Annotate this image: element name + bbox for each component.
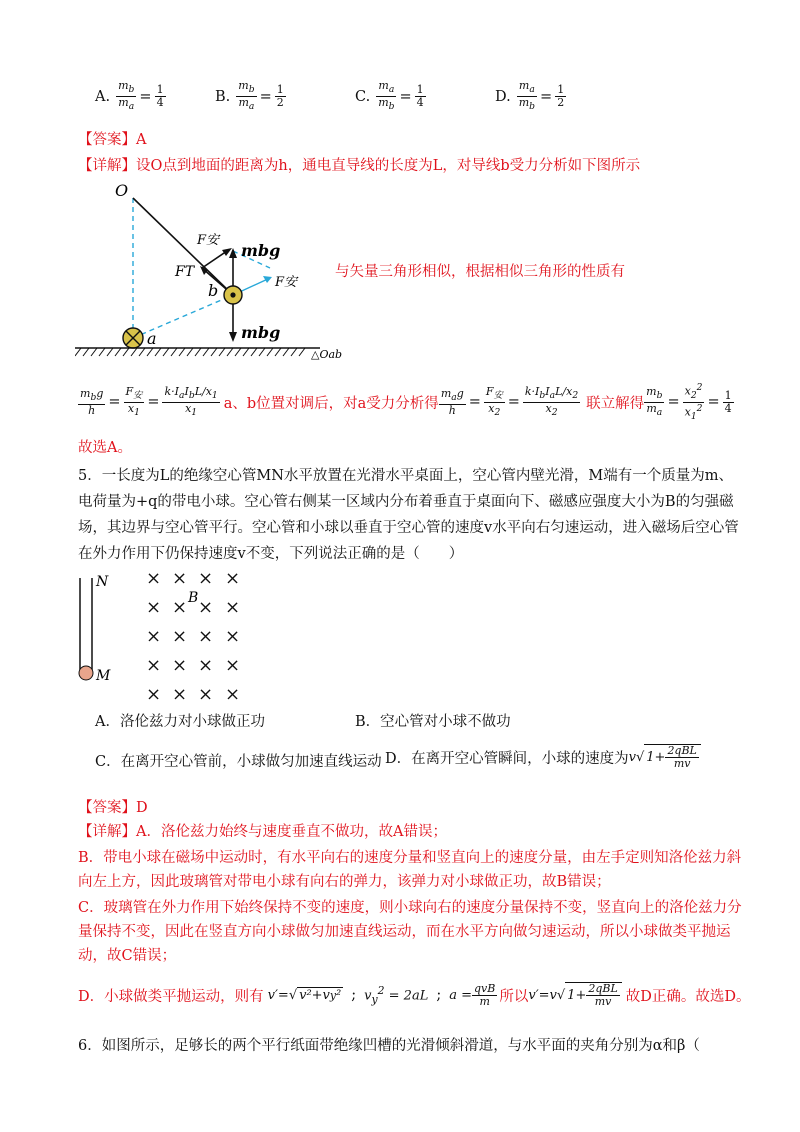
q5-option-b: B．空心管对小球不做功 — [355, 714, 511, 730]
q5-detail-c-2: 量保持不变，因此在竖直方向小球做匀加速直线运动，而在水平方向做匀速运动，所以小球做类平抛运 — [78, 924, 731, 940]
label-b: b — [208, 281, 219, 300]
fraction: $\frac{1}{2}$ — [276, 83, 284, 110]
svg-text:×: × — [172, 570, 188, 589]
q5-stem-line-3: 场，其边界与空心管平行。空心管和小球以垂直于空心管的速度v水平向右匀速运动，进入磁场后空心管 — [78, 520, 739, 536]
fraction: $\frac{k\cdot I_aI_bL/x_1}{x_1}$ — [164, 384, 218, 419]
svg-text:×: × — [225, 597, 241, 618]
svg-text:×: × — [172, 684, 188, 705]
fraction: $\frac{m_b}{m_a}$ — [646, 384, 663, 419]
q4-option-d: D. $\frac{m_a}{m_b}$ = $\frac{1}{2}$ — [495, 79, 565, 113]
svg-text:×: × — [172, 597, 188, 618]
fraction: $\frac{1}{2}$ — [557, 83, 565, 110]
q5-detail-b-1: B．带电小球在磁场中运动时，有水平向右的速度分量和竖直向上的速度分量，由左手定则知洛伦兹力斜 — [78, 850, 742, 866]
svg-text:×: × — [146, 597, 162, 618]
svg-text:×: × — [225, 655, 241, 676]
equation-a: a = — [449, 987, 472, 1003]
q5-detail-b-2: 向左上方，因此玻璃管对带电小球有向右的弹力，该弹力对小球做正功，故B错误； — [78, 874, 611, 890]
label-triangle: △Oab — [311, 348, 343, 361]
q4-detail: 【详解】设O点到地面的距离为h，通电直导线的长度为L，对导线b受力分析如下图所示 — [78, 158, 641, 174]
svg-text:×: × — [146, 626, 162, 647]
q4-conclusion: 故选A。 — [78, 440, 132, 456]
q4-answer: 【答案】A — [78, 132, 147, 148]
fraction: $\frac{m_bg}{h}$ — [80, 386, 104, 417]
q5-detail-a: 【详解】A．洛伦兹力始终与速度垂直不做功，故A错误； — [78, 824, 447, 840]
svg-text:×: × — [225, 626, 241, 647]
svg-text:×: × — [198, 597, 214, 618]
label-o: O — [115, 181, 129, 200]
svg-text:×: × — [172, 626, 188, 647]
label-m: M — [96, 668, 111, 684]
fraction: $\frac{F_安}{x_1}$ — [125, 384, 143, 419]
q5-option-a: A．洛伦兹力对小球做正功 — [95, 714, 265, 730]
label-ft: FT — [175, 264, 195, 280]
label-mbg-bottom: mbg — [241, 323, 281, 342]
svg-text:×: × — [172, 655, 188, 676]
svg-text:×: × — [225, 570, 241, 589]
fraction: $\frac{m_b}{m_a}$ — [238, 79, 255, 113]
q5-answer: 【答案】D — [78, 800, 148, 816]
q4-option-c: C. $\frac{m_a}{m_b}$ = $\frac{1}{4}$ — [355, 79, 424, 113]
svg-text:×: × — [198, 570, 214, 589]
label-mbg-top: mbg — [241, 241, 281, 260]
q5-detail-c-1: C．玻璃管在外力作用下始终保持不变的速度，则小球向右的速度分量保持不变，竖直向上的洛伦兹力分 — [78, 900, 742, 916]
fraction: $\frac{1}{4}$ — [724, 388, 732, 415]
label-a: a — [147, 329, 157, 348]
q5-magnetic-field-figure — [70, 570, 270, 710]
q4-diagram-note: 与矢量三角形相似，根据相似三角形的性质有 — [335, 264, 625, 280]
fraction: $\frac{m_a}{m_b}$ — [378, 79, 395, 113]
q4-equation-line: $\frac{m_bg}{h}$ = $\frac{F_安}{x_1}$ = $\frac{k\cdot I_aI_bL/x_1}{x_1}$ a、b位置对调后，对a受力分析得 $\frac{m_ag}{h}$ = $\frac{F_安}{x_2}$ = $\frac{k\cdot I_bI_aL/x_2}{x_2}$ 联立解得 $\frac{m_b}{m_a}$ = $\frac{x_2^2}{x_1^2}$ = $\frac{1}{4}$ — [80, 382, 732, 422]
fraction: $\frac{m_b}{m_a}$ — [118, 79, 135, 113]
svg-text:×: × — [198, 655, 214, 676]
equation-vy: $v_y^2 = 2aL$ — [364, 984, 429, 1006]
label-f-an-top: F安 — [197, 233, 220, 248]
label-f-an-right: F安 — [275, 275, 298, 290]
fraction: $\frac{1}{4}$ — [156, 83, 164, 110]
equation-vprime: v′=√ v²+v y ² — [267, 987, 342, 1003]
fraction: $\frac{\text{qvB}}{m}$ — [474, 981, 496, 1008]
fraction: $\frac{F_安}{x_2}$ — [485, 384, 503, 419]
fraction: $\frac{k\cdot I_bI_aL/x_2}{x_2}$ — [524, 384, 579, 419]
q5-detail-d: D．小球做类平抛运动，则有 v′=√ v²+v y ² ; $v_y^2 = 2aL$ ; a = $\frac{\text{qvB}}{m}$ 所以 v′=v√ 1+ $\frac{\text{2qBL}}{mv}$ 故D正确。故选D。 — [78, 981, 751, 1008]
svg-text:×: × — [198, 684, 214, 705]
q5-detail-c-3: 动，故C错误； — [78, 948, 177, 964]
label-n: N — [96, 574, 109, 590]
q5-stem-line-2: 电荷量为+q的带电小球。空心管右侧某一区域内分布着垂直于桌面向下、磁感应强度大小为B的匀强磁 — [78, 494, 734, 510]
q4-force-diagram — [75, 178, 375, 368]
svg-text:×: × — [146, 684, 162, 705]
svg-text:×: × — [146, 570, 162, 589]
fraction: $\frac{m_a}{m_b}$ — [518, 79, 536, 113]
sqrt-expression: v√ 1+ $\frac{\text{2qBL}}{mv}$ — [629, 744, 701, 770]
q4-option-b: B. $\frac{m_b}{m_a}$ = $\frac{1}{2}$ — [215, 79, 284, 113]
q5-stem-line-1: 5．一长度为L的绝缘空心管MN水平放置在光滑水平桌面上，空心管内壁光滑，M端有一个质量为m、 — [78, 468, 733, 484]
q5-option-d: D．在离开空心管瞬间，小球的速度为 v√ 1+ $\frac{\text{2qBL}}{mv}$ — [385, 744, 701, 770]
equation-final-v: v′=v√ 1+ $\frac{\text{2qBL}}{mv}$ — [528, 982, 621, 1008]
q6-stem-line-1: 6．如图所示，足够长的两个平行纸面带绝缘凹槽的光滑倾斜滑道，与水平面的夹角分别为α和β（ — [78, 1038, 700, 1054]
fraction: $\frac{x_2^2}{x_1^2}$ — [684, 382, 703, 422]
label-b-field: B — [188, 590, 199, 606]
q4-option-a: A. $\frac{m_b}{m_a}$ = $\frac{1}{4}$ — [95, 79, 164, 113]
svg-text:×: × — [225, 684, 241, 705]
svg-text:×: × — [198, 626, 214, 647]
fraction: $\frac{1}{4}$ — [416, 83, 424, 110]
q5-stem-line-4: 在外力作用下仍保持速度v不变，下列说法正确的是（ ） — [78, 546, 464, 562]
q5-option-c: C．在离开空心管前，小球做匀加速直线运动 — [95, 754, 382, 770]
fraction: $\frac{m_ag}{h}$ — [440, 386, 464, 417]
svg-text:×: × — [146, 655, 162, 676]
